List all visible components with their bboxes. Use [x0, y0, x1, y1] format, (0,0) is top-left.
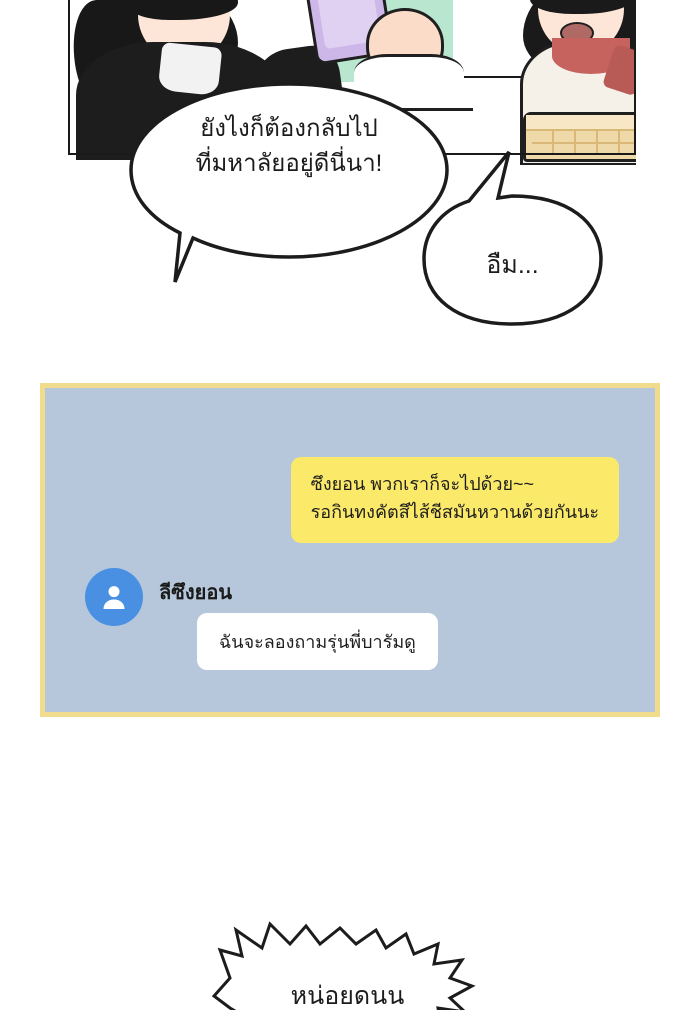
- outgoing-message-bubble: [291, 457, 619, 543]
- jagged-speech-bubble: [210, 920, 485, 1010]
- jagged-speech-bubble-text: หน่อยดนน: [290, 982, 405, 1010]
- incoming-message-bubble: ฉันจะลองถามรุ่นพี่บารัมดู: [197, 613, 438, 670]
- main-speech-line-2: ที่มหาลัยอยู่ดีนี่นา!: [195, 149, 383, 177]
- outgoing-message-line-2: รอกินทงคัตสึไส้ชีสมันหวานด้วยกันนะ: [310, 501, 599, 522]
- small-speech-bubble-shape: [424, 152, 601, 324]
- user-icon: [97, 580, 131, 614]
- incoming-sender-name: ลีซึงยอน: [159, 582, 232, 604]
- main-speech-bubble-text: [150, 112, 428, 182]
- main-speech-line-1: ยังไงก็ต้องกลับไป: [200, 115, 378, 142]
- small-speech-bubble-text: อืม...: [486, 251, 539, 279]
- outgoing-message-line-1: ซึงยอน พวกเราก็จะไปด้วย~~: [310, 474, 535, 494]
- avatar: [85, 568, 143, 626]
- chat-screenshot-panel: [40, 383, 660, 717]
